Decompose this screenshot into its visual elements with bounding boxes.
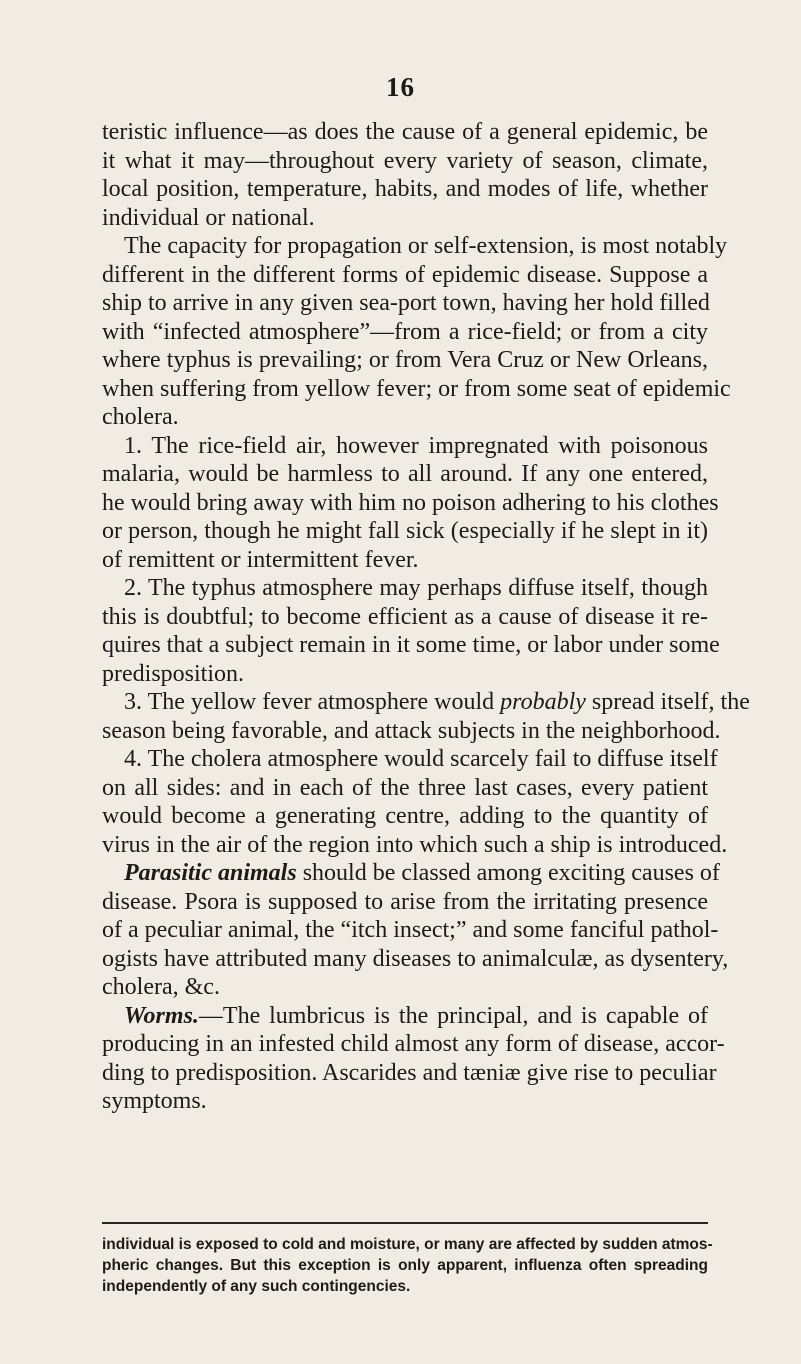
heading-parasitic-animals: Parasitic animals xyxy=(124,860,297,886)
heading-worms: Worms. xyxy=(124,1002,199,1029)
footnote-divider xyxy=(102,1222,708,1224)
text-line: he would bring away with him no poison adhering to his clothes xyxy=(102,489,719,516)
page-number: 16 xyxy=(386,72,415,102)
text-line: malaria, would be harmless to all around. If any one entered, xyxy=(102,461,708,487)
text-line: ogists have attributed many diseases to animalculæ, as dysentery, xyxy=(102,945,729,972)
footnote-line: individual is exposed to cold and moisture, or many are affected by sudden atmos- xyxy=(102,1236,713,1253)
text-line: it what it may—throughout every variety of season, climate, xyxy=(102,147,708,174)
text-segment: should be classed among exciting causes of xyxy=(296,860,720,886)
text-line: of a peculiar animal, the “itch insect;” and some fanciful pathol- xyxy=(102,917,719,943)
paragraph-yellow-fever xyxy=(102,688,750,745)
text-line: disease. Psora is supposed to arise from the irritating presence xyxy=(102,888,708,915)
text-line: different in the different forms of epidemic disease. Suppose a xyxy=(102,261,708,288)
text-line xyxy=(102,688,750,717)
paragraph-parasitic-animals xyxy=(102,859,729,1002)
text-line: quires that a subject remain in it some time, or labor under some xyxy=(102,632,720,658)
text-line xyxy=(102,1002,708,1031)
text-line: of remittent or intermittent fever. xyxy=(102,546,419,573)
text-line: or person, though he might fall sick (especially if he slept in it) xyxy=(102,518,708,544)
paragraph-rice-field xyxy=(102,432,719,575)
text-segment: spread itself, the xyxy=(585,689,750,715)
text-line: cholera. xyxy=(102,404,179,430)
text-line: on all sides: and in each of the three last cases, every patient xyxy=(102,774,708,801)
text-line: 1. The rice-field air, however impregnated with poisonous xyxy=(124,432,708,459)
text-line: 2. The typhus atmosphere may perhaps diffuse itself, though xyxy=(124,575,708,601)
text-line: producing in an infested child almost any form of disease, accor- xyxy=(102,1031,725,1057)
text-line: predisposition. xyxy=(102,660,244,687)
paragraph-continuation xyxy=(102,118,708,232)
emphasis-probably: probably xyxy=(500,689,586,715)
text-line: virus in the air of the region into which such a ship is introduced. xyxy=(102,831,728,858)
text-line: would become a generating centre, adding to the quantity of xyxy=(102,803,708,829)
paragraph-cholera xyxy=(102,745,728,859)
text-line: where typhus is prevailing; or from Vera Cruz or New Orleans, xyxy=(102,347,708,373)
text-line: cholera, &c. xyxy=(102,974,220,1000)
text-line: The capacity for propagation or self-extension, is most notably xyxy=(124,233,728,259)
text-segment: 3. The yellow fever atmosphere would xyxy=(124,689,501,715)
paragraph-typhus xyxy=(102,574,720,688)
text-line: teristic influence—as does the cause of a general epidemic, be xyxy=(102,119,708,145)
text-line: season being favorable, and attack subjects in the neighborhood. xyxy=(102,717,721,744)
text-line: with “infected atmosphere”—from a rice-field; or from a city xyxy=(102,318,708,345)
body-text xyxy=(102,118,750,1116)
text-line: individual or national. xyxy=(102,204,315,231)
footnote-line: pheric changes. But this exception is only apparent, influenza often spreading xyxy=(102,1257,708,1274)
text-line: when suffering from yellow fever; or from some seat of epidemic xyxy=(102,375,731,402)
text-line: 4. The cholera atmosphere would scarcely fail to diffuse itself xyxy=(124,746,718,772)
footnote-line: independently of any such contingencies. xyxy=(102,1278,411,1295)
text-segment: —The lumbricus is the principal, and is capable of xyxy=(198,1002,708,1029)
paragraph-worms xyxy=(102,1002,725,1116)
text-line xyxy=(102,859,720,888)
text-line: ship to arrive in any given sea-port town, having her hold filled xyxy=(102,290,710,316)
text-line: local position, temperature, habits, and modes of life, whether xyxy=(102,176,708,202)
text-line: this is doubtful; to become efficient as a cause of disease it re- xyxy=(102,603,708,630)
footnote xyxy=(102,1234,713,1297)
text-line: symptoms. xyxy=(102,1088,207,1114)
text-line: ding to predisposition. Ascarides and tæniæ give rise to peculiar xyxy=(102,1059,717,1086)
paragraph-propagation xyxy=(102,232,731,432)
